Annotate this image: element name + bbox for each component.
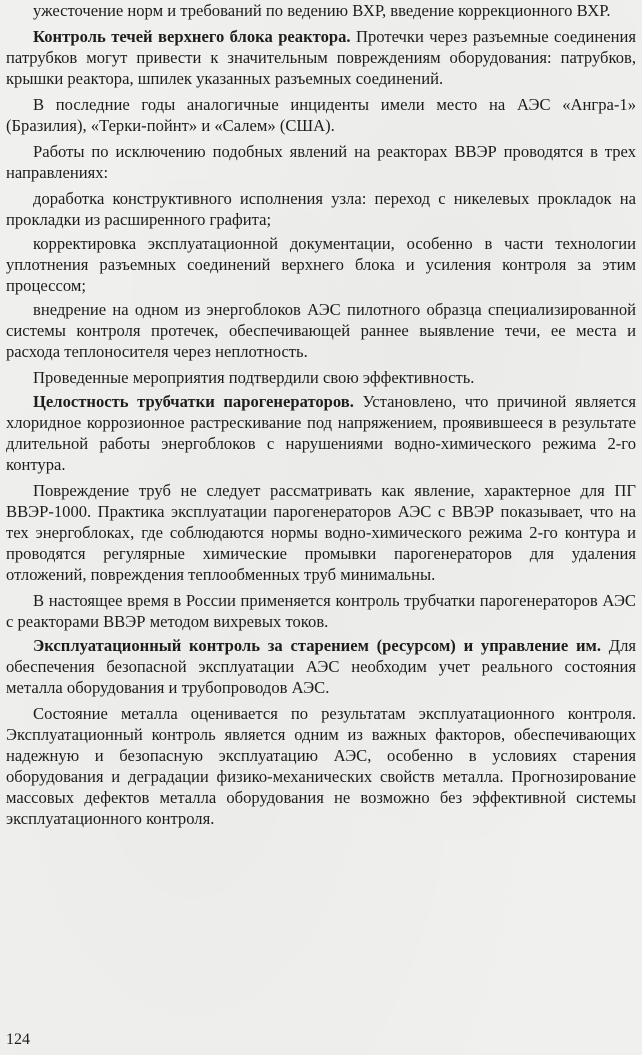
paragraph-vhr-continuation <box>6 0 636 21</box>
paragraph-text: Повреждение труб не следует рассматривать как явление, характерное для ПГ ВВЭР-1000. Практика эксплуатации парогенераторов АЭС с ВВЭР показывает, что на тех энергоблоках, где соблюдаются нормы водно-химического режима 2-го контура и проводятся регулярные химические промывки парогенераторов для удаления отложений, повреждения теплообменных труб минимальны. <box>6 481 636 584</box>
list-item-pilot-system <box>6 299 636 362</box>
paragraph-similar-incidents <box>6 94 636 136</box>
paragraph-text: Для обеспечения безопасной эксплуатации АЭС необходим учет реального состояния металла оборудования и трубопроводов АЭС. <box>6 636 636 697</box>
list-item-design-improvement <box>6 188 636 230</box>
paragraph-text: Проведенные мероприятия подтвердили свою эффективность. <box>33 368 475 387</box>
paragraph-steam-generator-tubes <box>6 391 636 475</box>
paragraph-leak-control <box>6 26 636 89</box>
section-heading-leak-control: Контроль течей верхнего блока реактора. <box>33 27 351 46</box>
paragraph-text: Состояние металла оценивается по результатам эксплуатационного контроля. Эксплуатационный контроль является одним из важных факторов, обеспечивающих надежную и безопасную эксплуатацию АЭС, особенно в условиях старения оборудования и деградации физико-механических свойств металла. Прогнозирование массовых дефектов металла оборудования не возможно без эффективной системы эксплуатационного контроля. <box>6 704 636 828</box>
paragraph-metal-condition <box>6 703 636 829</box>
page-body <box>6 0 636 829</box>
paragraph-text: Протечки через разъемные соединения патрубков могут привести к значительным повреждениям оборудования: патрубков, крышки реактора, шпилек указанных разъемных соединений. <box>6 27 636 88</box>
paragraph-work-directions <box>6 141 636 183</box>
paragraph-text: ужесточение норм и требований по ведению ВХР, введение коррекционного ВХР. <box>33 1 611 20</box>
paragraph-tube-damage <box>6 480 636 585</box>
section-heading-aging-control: Эксплуатационный контроль за старением (ресурсом) и управление им. <box>33 636 601 655</box>
paragraph-text: В последние годы аналогичные инциденты имели место на АЭС «Ангра-1» (Бразилия), «Терки-пойнт» и «Салем» (США). <box>6 95 636 135</box>
list-item-documentation-correction <box>6 233 636 296</box>
paragraph-effectiveness <box>6 367 636 388</box>
paragraph-text: внедрение на одном из энергоблоков АЭС пилотного образца специализированной системы контроля протечек, обеспечивающей раннее выявление течи, ее места и расхода теплоносителя через неплотность. <box>6 300 636 361</box>
paragraph-text: Установлено, что причиной является хлоридное коррозионное растрескивание под напряжением, проявившееся в результате длительной работы энергоблоков с нарушениями водно-химического режима 2-го контура. <box>6 392 636 474</box>
paragraph-text: В настоящее время в России применяется контроль трубчатки парогенераторов АЭС с реакторами ВВЭР методом вихревых токов. <box>6 591 636 631</box>
section-heading-steam-generator-tubes: Целостность трубчатки парогенераторов. <box>33 392 354 411</box>
paragraph-eddy-current <box>6 590 636 632</box>
page-number: 124 <box>6 1031 30 1048</box>
paragraph-text: Работы по исключению подобных явлений на реакторах ВВЭР проводятся в трех направлениях: <box>6 142 636 182</box>
paragraph-text: корректировка эксплуатационной документации, особенно в части технологии уплотнения разъемных соединений верхнего блока и усиления контроля за этим процессом; <box>6 234 636 295</box>
paragraph-text: доработка конструктивного исполнения узла: переход с никелевых прокладок на прокладки из расширенного графита; <box>6 189 636 229</box>
paragraph-aging-control <box>6 635 636 698</box>
